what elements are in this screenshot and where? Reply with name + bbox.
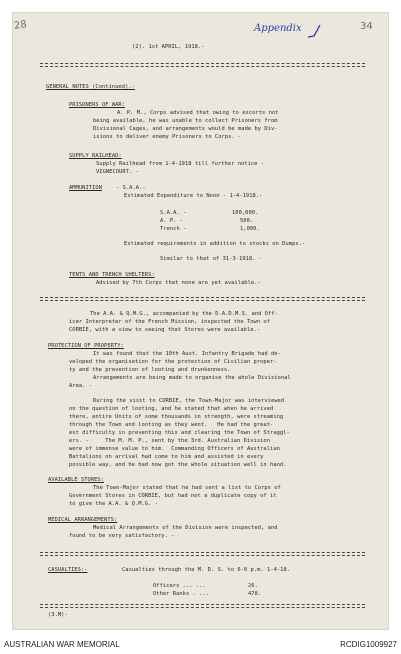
property-line: Battalions on arrival had come to him and assisted in every xyxy=(69,454,264,460)
casualties-row-label: Other Ranks . ... xyxy=(153,591,210,597)
ammunition-row-label: Trench - xyxy=(160,226,187,232)
property-line: est difficulty in preventing this and clearing the Town of Straggl- xyxy=(69,430,290,436)
property-line: Arrangements are being made to organise the whole Divisional xyxy=(93,375,291,381)
prisoners-heading: PRISONERS OF WAR: xyxy=(69,102,126,108)
railhead-line: VIGNECOURT. - xyxy=(96,169,139,175)
ammunition-row-value: 500. xyxy=(240,218,254,224)
stores-line: Government Stores in CORBIE, but had not a duplicate copy of it xyxy=(69,493,277,499)
casualties-row-label: Officers ... ... xyxy=(153,583,206,589)
ammunition-row-label: S.A.A. - xyxy=(160,210,187,216)
corbie-visit-line: icer Interpreter of the French Mission, inspected the Town of xyxy=(69,319,271,325)
prisoners-line: being available, he was unable to collect Prisoners from xyxy=(93,118,278,124)
divider xyxy=(40,63,365,67)
ammunition-expenditure-line: Estimated Expenditure to Noon - 1-4-1918.- xyxy=(124,193,263,199)
prisoners-line: isions to deliver enemy Prisoners to Corps. - xyxy=(93,134,242,140)
divider xyxy=(40,297,365,301)
medical-line: found to be very satisfactory. - xyxy=(69,533,175,539)
casualties-heading: CASUALTIES:- xyxy=(48,567,88,573)
page-number-annotation: 34 xyxy=(360,21,373,32)
prisoners-line: A. P. M., Corps advised that owing to escorts not xyxy=(117,110,279,116)
property-line: there, entire Units of some thousands in strength, were streaming xyxy=(69,414,284,420)
archive-record-id: RCDIG1009927 xyxy=(340,640,397,649)
corbie-visit-line: The A.A. & Q.M.G., accompanied by the D.A.D.M.S. and Off- xyxy=(90,311,278,317)
stores-line: to give the A.A. & Q.M.G. - xyxy=(69,501,158,507)
property-line: ers. - The M. M. P., sent by the 3rd. Australian Division xyxy=(69,438,271,444)
stores-heading: AVAILABLE STORES: xyxy=(48,477,105,483)
ammunition-heading: AMMUNITION xyxy=(69,185,102,191)
appendix-stamp: Appendix xyxy=(254,23,302,34)
ammunition-row-label: A. P. - xyxy=(160,218,184,224)
property-line: ty and the prevention of looting and drunkenness. xyxy=(69,367,231,373)
property-line: through the Town and looting as they went. He had the great- xyxy=(69,422,274,428)
archive-credit: AUSTRALIAN WAR MEMORIAL xyxy=(4,640,120,649)
railhead-line: Supply Railhead from 1-4-1918 till further notice - xyxy=(96,161,265,167)
corner-number-annotation: 28 xyxy=(13,19,28,32)
tents-line: Advised by 7th Corps that none are yet available.- xyxy=(96,280,261,286)
casualties-line: Casualties through the M. D. S. to 6-0 p.m. 1-4-18. xyxy=(122,567,291,573)
stamp-tick-mark xyxy=(306,23,322,39)
ammunition-row-value: 100,000. xyxy=(232,210,259,216)
property-line: It was found that the 10th Aust. Infantry Brigade had de- xyxy=(93,351,281,357)
ammunition-subheading: - S.A.A.- xyxy=(116,185,146,191)
closing-note: (3.M)- xyxy=(48,612,68,618)
divider xyxy=(40,604,365,608)
casualties-row-value: 478. xyxy=(248,591,262,597)
ammunition-row-value: 1,000. xyxy=(240,226,260,232)
ammunition-similar-line: Similar to that of 31-3-1918. - xyxy=(160,256,263,262)
medical-heading: MEDICAL ARRANGEMENTS: xyxy=(48,517,118,523)
property-line: possible way, and he had now got the whole situation well in hand. xyxy=(69,462,287,468)
property-heading: PROTECTION OF PROPERTY: xyxy=(48,343,124,349)
property-line: Area. - xyxy=(69,383,93,389)
tents-heading: TENTS AND TRENCH SHELTERS: xyxy=(69,272,155,278)
corbie-visit-line: CORBIE, with a view to seeing that Stores were available.- xyxy=(69,327,261,333)
ammunition-requirements-line: Estimated requirements in addition to stocks on Dumps.- xyxy=(124,241,306,247)
stores-line: The Town-Major stated that he had sent a list to Corps of xyxy=(93,485,281,491)
property-line: on the question of looting, and he stated that when he arrived xyxy=(69,406,274,412)
property-line: were of immense value to him. Commanding Officers of Australian xyxy=(69,446,280,452)
section-heading: GENERAL NOTES (Continued).- xyxy=(46,84,135,90)
property-line: veloped the organisation for the protection of Civilian proper- xyxy=(69,359,277,365)
medical-line: Medical Arrangements of the Division were inspected, and xyxy=(93,525,278,531)
prisoners-line: Divisional Cages, and arrangements would be made by Div- xyxy=(93,126,278,132)
divider xyxy=(40,552,365,556)
page-title: (2). 1st APRIL, 1918.- xyxy=(132,44,205,50)
casualties-row-value: 26. xyxy=(248,583,258,589)
railhead-heading: SUPPLY RAILHEAD: xyxy=(69,153,122,159)
property-line: During the visit to CORBIE, the Town-Major was interviewed xyxy=(93,398,285,404)
